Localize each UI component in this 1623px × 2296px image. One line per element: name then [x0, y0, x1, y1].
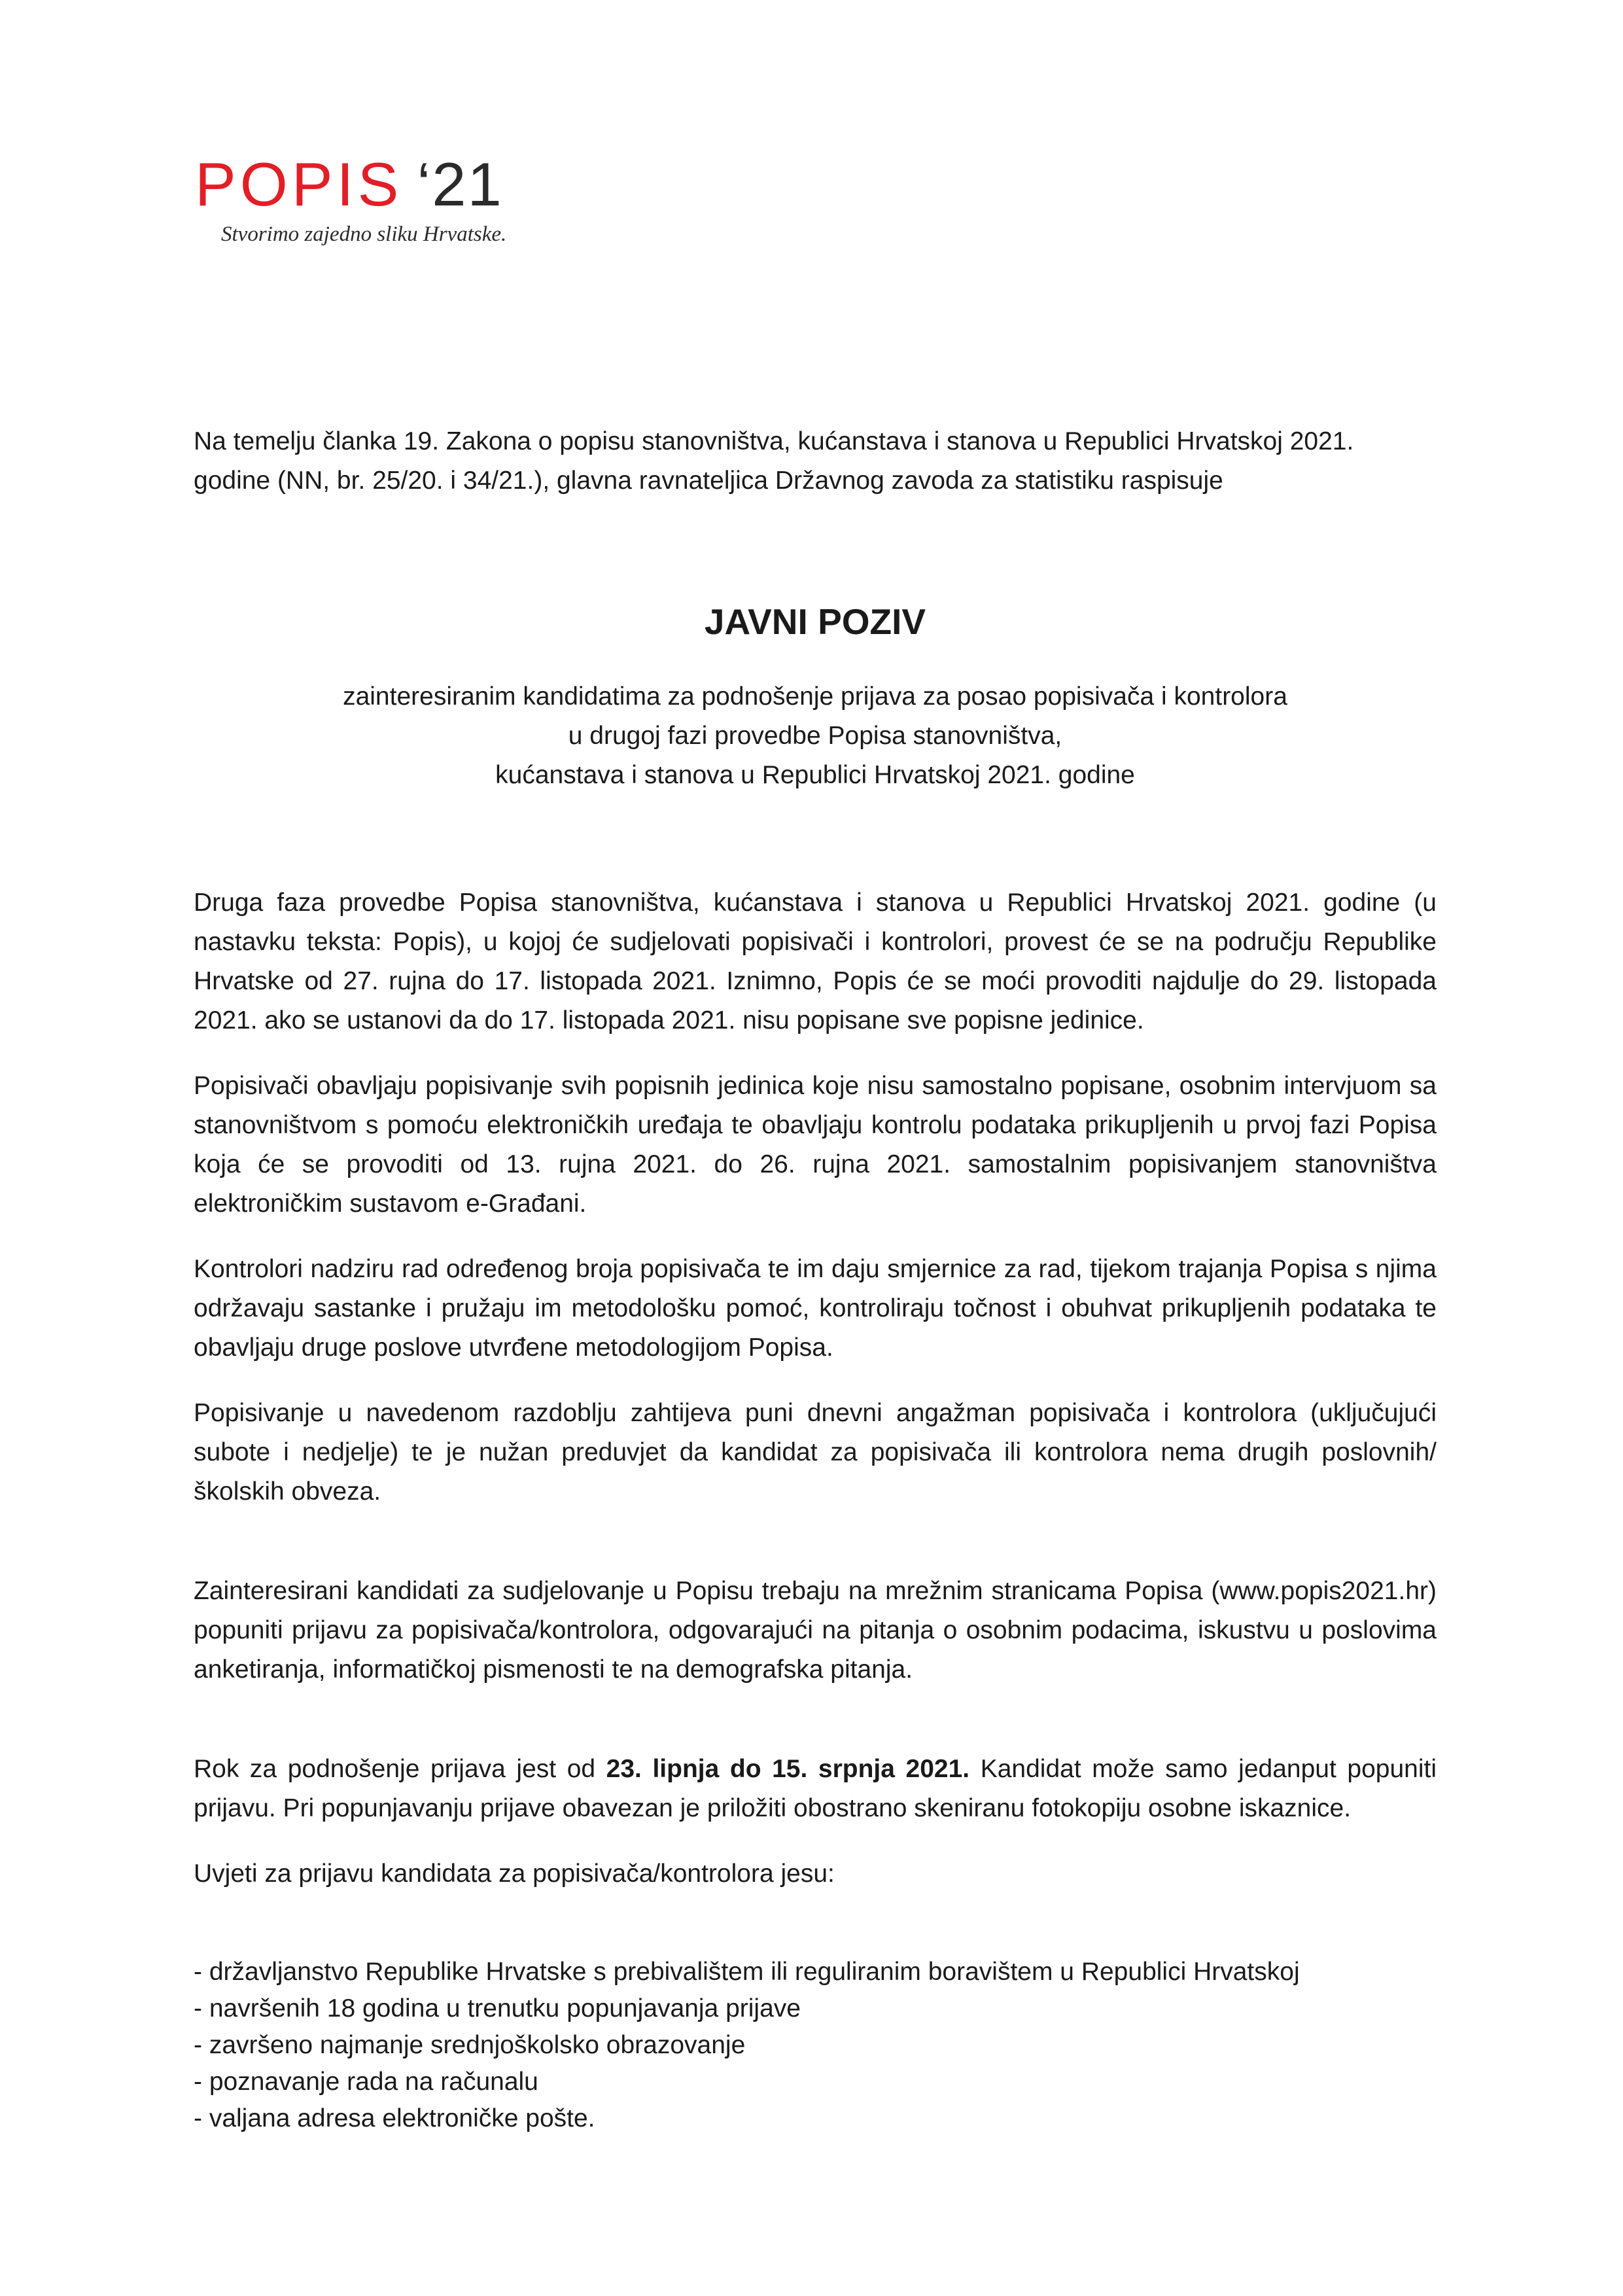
conditions-list: [194, 1954, 1437, 2137]
document-subtitle: [194, 677, 1437, 795]
document-body: [194, 422, 1437, 2137]
deadline-text-pre: Rok za podnošenje prijava jest od: [194, 1755, 606, 1783]
condition-item: - navršenih 18 godina u trenutku popunjavanja prijave: [194, 1994, 801, 2022]
paragraph-controllers: Kontrolori nadziru rad određenog broja popisivača te im daju smjernice za rad, tijekom trajanja Popisa s njima održavaju sastanke i pružaju im metodološku pomoć, kontroliraju točnost i obuhvat prikupljenih podataka te obavljaju druge poslove utvrđene metodologijom Popisa.: [194, 1255, 1437, 1362]
paragraph-application-website: Zainteresirani kandidati za sudjelovanje u Popisu trebaju na mrežnim stranicama Popisa (www.popis2021.hr) popuniti prijavu za popisivača/kontrolora, odgovarajući na pitanja o osobnim podacima, iskustvu u poslovima anketiranja, informatičkoj pismenosti te na demografska pitanja.: [194, 1577, 1437, 1684]
subtitle-line-2: u drugoj fazi provedbe Popisa stanovništva,: [568, 722, 1062, 750]
logo-word: POPIS: [195, 150, 403, 219]
document-title: JAVNI POZIV: [704, 601, 926, 642]
condition-item: - završeno najmanje srednjoškolsko obrazovanje: [194, 2031, 746, 2059]
logo-tagline: Stvorimo zajedno sliku Hrvatske.: [221, 222, 507, 246]
condition-item: - valjana adresa elektroničke pošte.: [194, 2104, 595, 2132]
paragraph-census-phase: Druga faza provedbe Popisa stanovništva, kućanstava i stanova u Republici Hrvatskoj 2021. godine (u nastavku teksta: Popis), u kojoj će sudjelovati popisivači i kontrolori, provest će se na području Republike Hrvatske od 27. rujna do 17. listopada 2021. Iznimno, Popis će se moći provoditi najdulje do 29. listopada 2021. ako se ustanovi da do 17. listopada 2021. nisu popisane sve popisne jedinice.: [194, 889, 1437, 1034]
logo-wordmark: [195, 152, 503, 217]
subtitle-line-3: kućanstava i stanova u Republici Hrvatskoj 2021. godine: [495, 761, 1135, 789]
logo-year: ‘21: [417, 150, 503, 219]
subtitle-line-1: zainteresiranim kandidatima za podnošenje prijava za posao popisivača i kontrolora: [343, 682, 1287, 711]
paragraph-conditions-intro: Uvjeti za prijavu kandidata za popisivača/kontrolora jesu:: [194, 1860, 835, 1888]
popis-logo: [195, 152, 535, 256]
paragraph-deadline: [194, 1750, 1437, 1828]
paragraph-enumerators: Popisivači obavljaju popisivanje svih popisnih jedinica koje nisu samostalno popisane, osobnim intervjuom sa stanovništvom s pomoću elektroničkih uređaja te obavljaju kontrolu podataka prikupljenih u prvoj fazi Popisa koja će se provoditi od 13. rujna 2021. do 26. rujna 2021. samostalnim popisivanjem stanovništva elektroničkim sustavom e-Građani.: [194, 1072, 1437, 1218]
deadline-dates: 23. lipnja do 15. srpnja 2021.: [606, 1755, 970, 1783]
condition-item: - državljanstvo Republike Hrvatske s prebivalištem ili reguliranim boravištem u Republici Hrvatskoj: [194, 1958, 1300, 1986]
intro-paragraph: Na temelju članka 19. Zakona o popisu stanovništva, kućanstava i stanova u Republici Hrvatskoj 2021. godine (NN, br. 25/20. i 34/21.), glavna ravnateljica Državnog zavoda za statistiku raspisuje: [194, 427, 1354, 495]
condition-item: - poznavanje rada na računalu: [194, 2068, 538, 2096]
deadline-text-post: Kandidat može samo jedanput popuniti prijavu. Pri popunjavanju prijave obavezan je priložiti obostrano skeniranu fotokopiju osobne iskaznice.: [194, 1755, 1437, 1822]
paragraph-engagement: Popisivanje u navedenom razdoblju zahtijeva puni dnevni angažman popisivača i kontrolora (uključujući subote i nedjelje) te je nužan preduvjet da kandidat za popisivača ili kontrolora nema drugih poslovnih/školskih obveza.: [194, 1399, 1437, 1506]
